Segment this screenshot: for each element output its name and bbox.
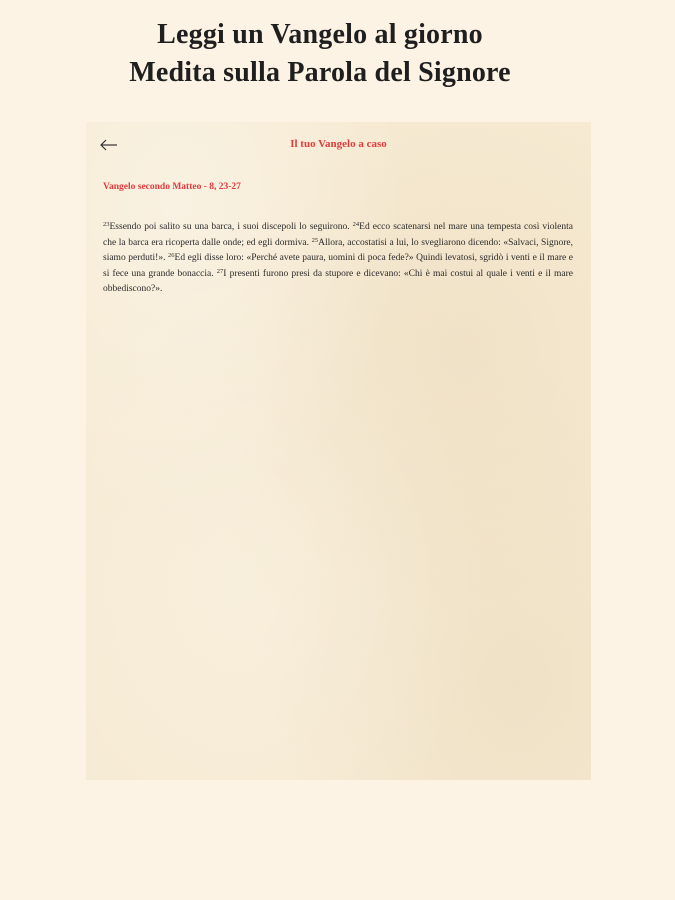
verse-number: 24 <box>352 221 360 228</box>
verse-text: I presenti furono presi da stupore e dicevano: «Chi è mai costui al quale i venti e il mare obbediscono?». <box>103 268 573 294</box>
verse-text: Essendo poi salito su una barca, i suoi discepoli lo seguirono. <box>109 222 353 232</box>
promo-headline <box>0 16 640 92</box>
verse-text: Ed egli disse loro: «Perché avete paura, uomini di poca fede?» Quindi levatosi, sgridò i venti e il mare e si fece una grande bonaccia. <box>103 253 573 279</box>
promo-line-1: Leggi un Vangelo al giorno <box>157 19 483 50</box>
gospel-reference: Vangelo secondo Matteo - 8, 23-27 <box>103 182 241 192</box>
app-bar <box>86 122 591 168</box>
verse-number: 25 <box>311 236 319 244</box>
verse-number: 26 <box>168 252 175 259</box>
app-title: Il tuo Vangelo a caso <box>290 138 387 150</box>
verse-text: Ed ecco scatenarsi nel mare una tempesta così violenta che la barca era ricoperta dalle onde; ed egli dormiva. <box>103 222 573 248</box>
verse-number: 23 <box>103 221 110 228</box>
verse-text: Allora, accostatisi a lui, lo svegliarono dicendo: «Salvaci, Signore, siamo perduti!». <box>103 237 573 263</box>
app-screen <box>86 122 591 780</box>
verse-number: 27 <box>216 267 224 275</box>
gospel-text <box>103 220 573 298</box>
promo-line-2: Medita sulla Parola del Signore <box>129 57 511 88</box>
